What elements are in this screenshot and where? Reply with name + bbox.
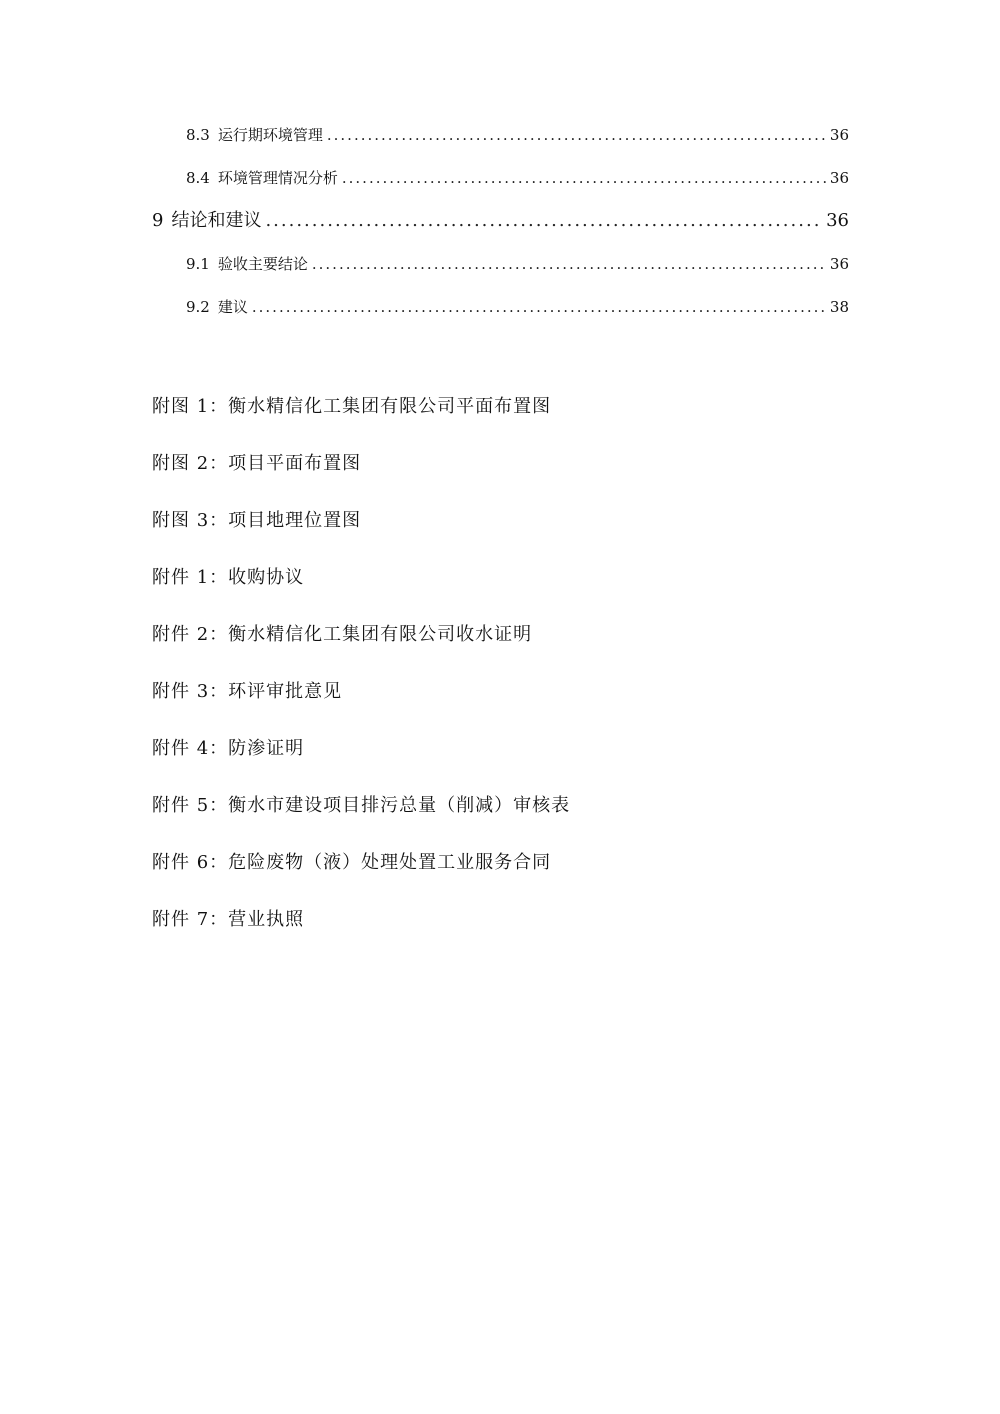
toc-entry-title: 结论和建议 <box>171 210 262 231</box>
toc-entry-title: 验收主要结论 <box>217 255 308 273</box>
toc-dot-leader <box>265 204 822 238</box>
toc-entry-number: 8.4 <box>186 169 210 187</box>
toc-entry-9[interactable] <box>152 204 849 247</box>
toc-entry-page: 36 <box>829 255 849 273</box>
table-of-contents <box>152 118 849 333</box>
toc-entry-title: 环境管理情况分析 <box>217 169 338 187</box>
toc-entry-page: 38 <box>829 298 849 316</box>
attachment-1: 附件 1：收购协议 <box>152 567 305 588</box>
appendix-figure-2: 附图 2：项目平面布置图 <box>152 453 362 474</box>
toc-entry-number: 9 <box>152 210 164 231</box>
toc-entry-page: 36 <box>829 169 849 187</box>
attachment-2: 附件 2：衡水精信化工集团有限公司收水证明 <box>152 624 533 645</box>
appendix-figure-3: 附图 3：项目地理位置图 <box>152 510 362 531</box>
toc-entry-number: 8.3 <box>186 126 210 144</box>
toc-entry-9-2[interactable] <box>152 290 849 333</box>
toc-entry-page: 36 <box>829 126 849 144</box>
toc-dot-leader <box>252 290 826 324</box>
attachment-3: 附件 3：环评审批意见 <box>152 681 343 702</box>
attachment-5: 附件 5：衡水市建设项目排污总量（削减）审核表 <box>152 795 571 816</box>
toc-dot-leader <box>342 161 826 195</box>
toc-entry-number: 9.1 <box>186 255 210 273</box>
toc-entry-8-3[interactable] <box>152 118 849 161</box>
toc-entry-page: 36 <box>826 210 849 231</box>
toc-entry-number: 9.2 <box>186 298 210 316</box>
toc-entry-title: 建议 <box>217 298 248 316</box>
attachment-6: 附件 6：危险废物（液）处理处置工业服务合同 <box>152 852 552 873</box>
attachment-7: 附件 7：营业执照 <box>152 909 305 930</box>
appendix-list <box>152 392 852 962</box>
toc-entry-8-4[interactable] <box>152 161 849 204</box>
toc-entry-title: 运行期环境管理 <box>217 126 323 144</box>
toc-dot-leader <box>327 118 826 152</box>
appendix-figure-1: 附图 1：衡水精信化工集团有限公司平面布置图 <box>152 396 552 417</box>
toc-entry-9-1[interactable] <box>152 247 849 290</box>
attachment-4: 附件 4：防渗证明 <box>152 738 305 759</box>
toc-dot-leader <box>312 247 826 281</box>
